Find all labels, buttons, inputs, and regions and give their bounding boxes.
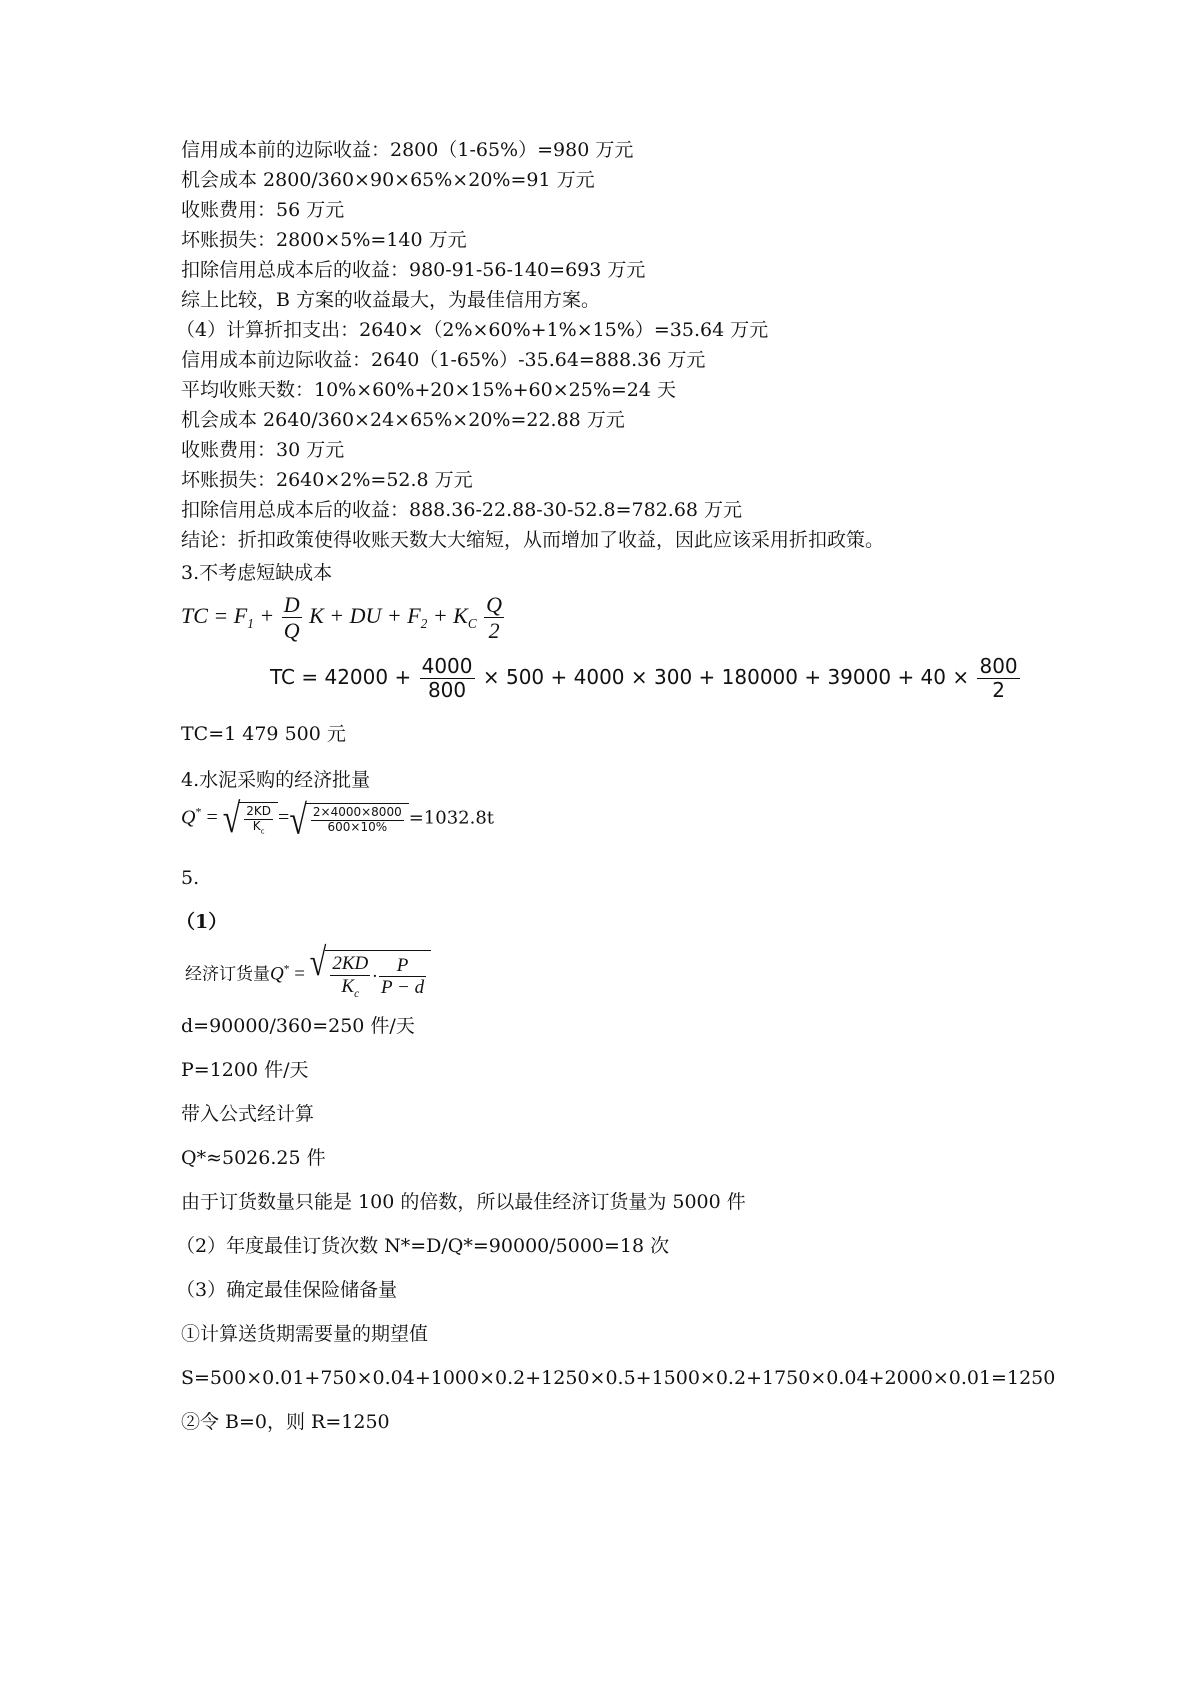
text-line: （3）确定最佳保险储备量 bbox=[176, 1279, 398, 1301]
eoq-formula-cement: Q* = √ $\frac{2KD}{K_c}$ = √ $\frac{2\times 4000\times 8000}{600\times 10\%}$ =1032.8t bbox=[181, 794, 495, 843]
text-line: Q*≈5026.25 件 bbox=[181, 1147, 326, 1169]
text-line: 由于订货数量只能是 100 的倍数，所以最佳经济订货量为 5000 件 bbox=[181, 1191, 746, 1213]
text-line: （2）年度最佳订货次数 N*=D/Q*=90000/5000=18 次 bbox=[176, 1235, 670, 1257]
eoq-formula-production: 经济订货量Q* = √ $\frac{2KD}{K_c}$ · $\frac{P}{P - d}$ bbox=[185, 950, 431, 1001]
section-heading: 3.不考虑短缺成本 bbox=[181, 562, 333, 584]
text-line: 扣除信用总成本后的收益：980-91-56-140=693 万元 bbox=[181, 259, 646, 281]
total-cost-substitution: TC = 42000 + $\frac{4000}{800}$ × 500 + 4000 × 300 + 180000 + 39000 + 40 × $\frac{800}{2}$ bbox=[270, 654, 1018, 702]
text-line: 扣除信用总成本后的收益：888.36-22.88-30-52.8=782.68 万元 bbox=[181, 499, 743, 521]
text-line: 信用成本前的边际收益：2800（1-65%）=980 万元 bbox=[181, 139, 634, 161]
text-line: P=1200 件/天 bbox=[181, 1059, 309, 1081]
text-line: ②令 B=0，则 R=1250 bbox=[181, 1411, 390, 1433]
text-line: 机会成本 2640/360×24×65%×20%=22.88 万元 bbox=[181, 409, 625, 431]
text-line: 坏账损失：2800×5%=140 万元 bbox=[181, 229, 467, 251]
text-line: S=500×0.01+750×0.04+1000×0.2+1250×0.5+1500×0.2+1750×0.04+2000×0.01=1250 bbox=[181, 1367, 1056, 1389]
text-line: 综上比较，B 方案的收益最大，为最佳信用方案。 bbox=[181, 289, 601, 311]
text-line: 坏账损失：2640×2%=52.8 万元 bbox=[181, 469, 473, 491]
text-line: 带入公式经计算 bbox=[181, 1103, 315, 1125]
text-line: 结论：折扣政策使得收账天数大大缩短，从而增加了收益，因此应该采用折扣政策。 bbox=[181, 529, 885, 551]
text-line: 收账费用：30 万元 bbox=[181, 439, 345, 461]
text-line: 收账费用：56 万元 bbox=[181, 199, 345, 221]
total-cost-formula: TC = $F_1$ + $\frac{D}{Q}$ K + DU + $F_2 + K_C$ $\frac{Q}{2}$ bbox=[181, 592, 503, 644]
text-line: 信用成本前边际收益：2640（1-65%）-35.64=888.36 万元 bbox=[181, 349, 706, 371]
text-line: 平均收账天数：10%×60%+20×15%+60×25%=24 天 bbox=[181, 379, 677, 401]
section-heading: 5. bbox=[181, 867, 200, 889]
text-line: ①计算送货期需要量的期望值 bbox=[181, 1323, 429, 1345]
text-line: （4）计算折扣支出：2640×（2%×60%+1%×15%）=35.64 万元 bbox=[176, 319, 769, 341]
text-line: 机会成本 2800/360×90×65%×20%=91 万元 bbox=[181, 169, 595, 191]
section-heading: 4.水泥采购的经济批量 bbox=[181, 769, 371, 791]
text-line: d=90000/360=250 件/天 bbox=[181, 1015, 415, 1037]
sub-heading: （1） bbox=[176, 911, 228, 933]
text-line: TC=1 479 500 元 bbox=[181, 723, 346, 745]
